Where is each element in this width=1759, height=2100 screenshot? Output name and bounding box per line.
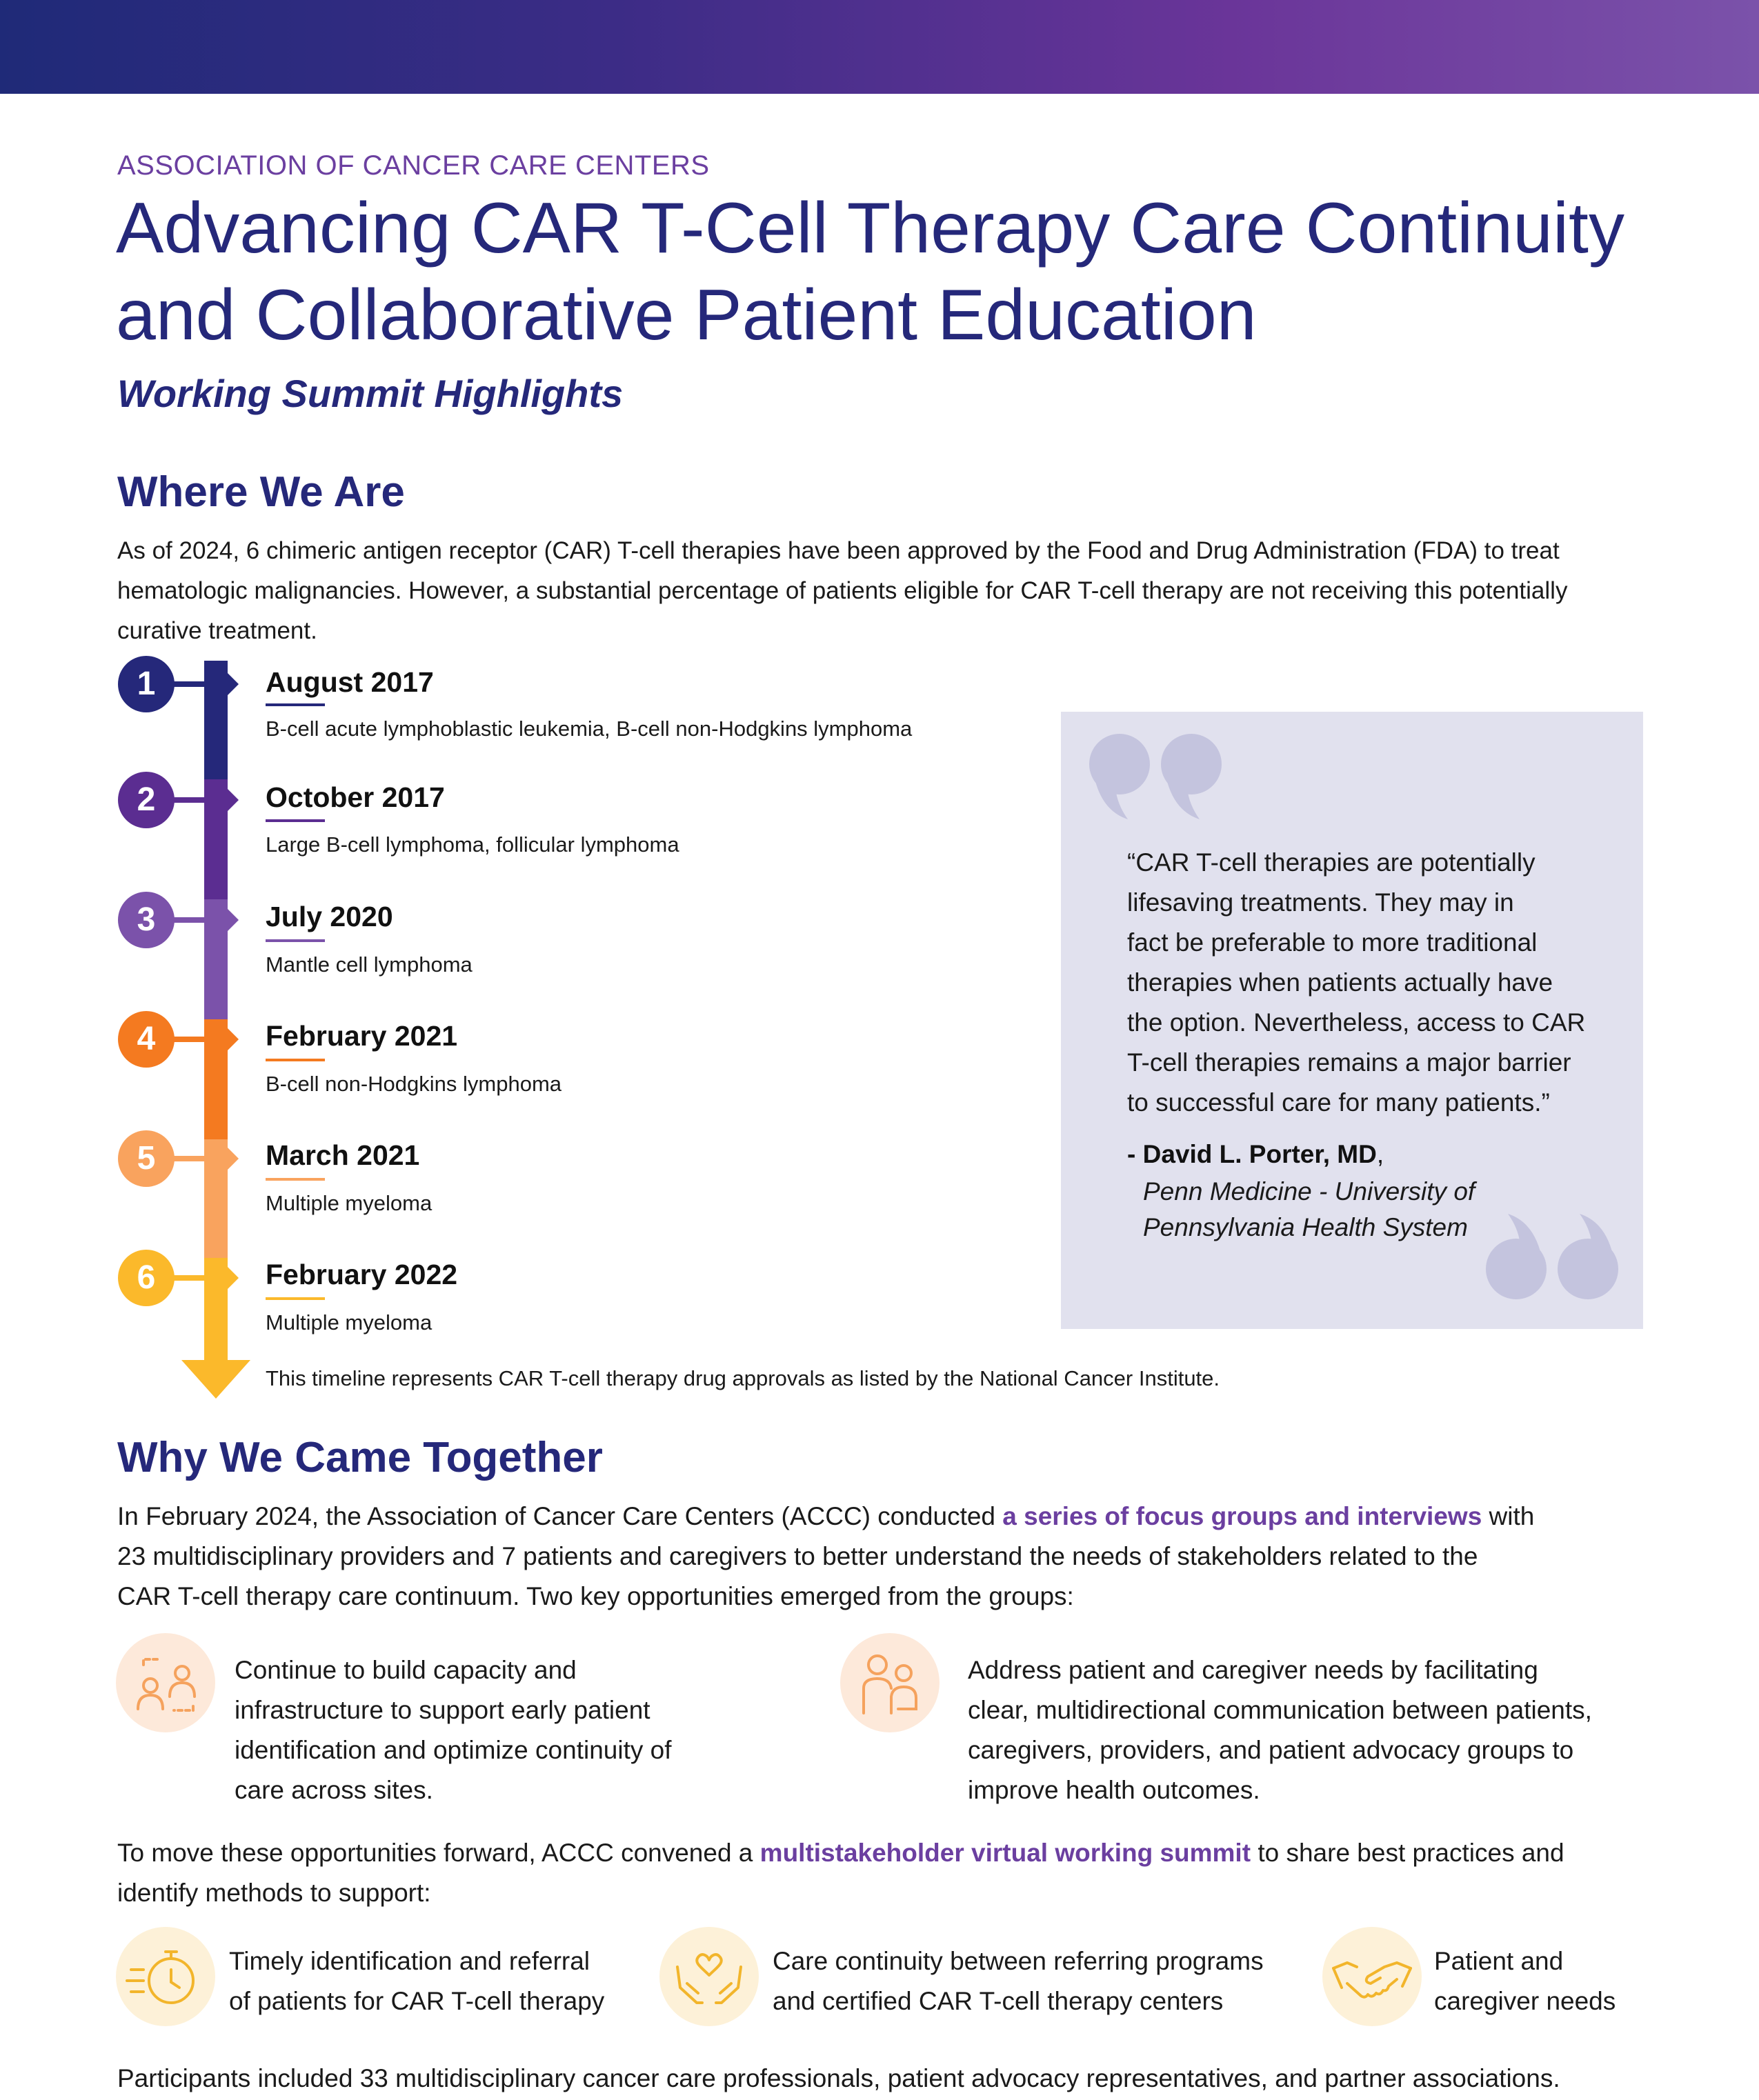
page-subtitle: Working Summit Highlights xyxy=(117,372,624,415)
opportunity-1-icon-bg xyxy=(116,1633,215,1732)
goal-3-line-2: caregiver needs xyxy=(1434,1987,1616,2015)
goal-2-line-2: and certified CAR T-cell therapy centers xyxy=(773,1987,1224,2015)
timeline-number-2: 2 xyxy=(118,772,175,828)
goal-2-line-1: Care continuity between referring programs xyxy=(773,1947,1264,1975)
focus-groups-link[interactable]: a series of focus groups and interviews xyxy=(1002,1502,1482,1530)
timeline-underline-1 xyxy=(266,703,325,706)
author-comma: , xyxy=(1376,1140,1384,1168)
timeline-number-6: 6 xyxy=(118,1250,175,1306)
header-banner xyxy=(0,0,1759,94)
timeline-date-4: February 2021 xyxy=(266,1020,458,1052)
goal-3-line-1: Patient and xyxy=(1434,1947,1564,1975)
goal-1-line-2: of patients for CAR T-cell therapy xyxy=(229,1987,605,2015)
opp2-line-1: Address patient and caregiver needs by facilitating xyxy=(968,1656,1538,1684)
goal-1-icon-bg xyxy=(116,1927,215,2026)
timeline-number-3: 3 xyxy=(118,892,175,948)
why-text-b: with xyxy=(1482,1502,1535,1530)
where-heading: Where We Are xyxy=(117,468,405,516)
opportunity-2-icon-bg xyxy=(840,1633,940,1732)
timeline-connector-1 xyxy=(166,681,228,687)
opp2-line-3: caregivers, providers, and patient advocacy groups to xyxy=(968,1736,1574,1764)
where-line-1: As of 2024, 6 chimeric antigen receptor (CAR) T-cell therapies have been approved by the Food and Drug Administration (FDA) to treat xyxy=(117,537,1560,564)
timeline-desc-5: Multiple myeloma xyxy=(266,1191,433,1215)
summit-line-1 xyxy=(117,1833,1704,1873)
goal-1-text xyxy=(229,1941,657,2021)
timeline-desc-6: Multiple myeloma xyxy=(266,1310,433,1334)
timeline-number-1: 1 xyxy=(118,656,175,712)
timeline-date-1: August 2017 xyxy=(266,666,434,698)
handshake-icon xyxy=(1322,1927,1422,2026)
timeline-underline-2 xyxy=(266,819,325,822)
timeline-connector-3 xyxy=(166,917,228,923)
timeline-pointer-4 xyxy=(228,1028,239,1050)
timeline-date-3: July 2020 xyxy=(266,901,393,932)
why-heading: Why We Came Together xyxy=(117,1434,603,1481)
quote-line-4: therapies when patients actually have xyxy=(1127,968,1553,997)
timeline-connector-6 xyxy=(166,1275,228,1281)
timeline-desc-3: Mantle cell lymphoma xyxy=(266,952,473,977)
quote-line-2: lifesaving treatments. They may in xyxy=(1127,888,1514,917)
summit-text-b: to share best practices and xyxy=(1251,1839,1564,1867)
timeline-desc-4: B-cell non-Hodgkins lymphoma xyxy=(266,1072,562,1096)
care-team-icon xyxy=(116,1633,215,1732)
timeline-date-6: February 2022 xyxy=(266,1259,458,1290)
author-name: David L. Porter, MD xyxy=(1142,1140,1377,1168)
why-line-3: CAR T-cell therapy care continuum. Two key opportunities emerged from the groups: xyxy=(117,1582,1074,1610)
affiliation-line-2: Pennsylvania Health System xyxy=(1143,1213,1468,1241)
summit-paragraph xyxy=(117,1833,1704,1913)
participants-text: Participants included 33 multidisciplinary cancer care professionals, patient advocacy representatives, and partner associations. xyxy=(117,2064,1560,2092)
timeline-connector-4 xyxy=(166,1037,228,1042)
timeline-underline-3 xyxy=(266,939,325,942)
timeline-date-2: October 2017 xyxy=(266,781,445,813)
goal-2-text xyxy=(773,1941,1324,2021)
timeline-pointer-5 xyxy=(228,1148,239,1170)
where-line-3: curative treatment. xyxy=(117,617,317,644)
why-text-a: In February 2024, the Association of Cancer Care Centers (ACCC) conducted xyxy=(117,1502,1003,1530)
title-line-1: Advancing CAR T-Cell Therapy Care Continuity xyxy=(116,188,1624,268)
goal-2-icon-bg xyxy=(659,1927,759,2026)
summit-text-a: To move these opportunities forward, ACCC convened a xyxy=(117,1839,760,1867)
timeline-underline-5 xyxy=(266,1178,325,1181)
timeline-segment-1 xyxy=(204,661,228,779)
organization-name: ASSOCIATION OF CANCER CARE CENTERS xyxy=(117,150,710,181)
timeline-connector-2 xyxy=(166,797,228,803)
opp1-line-4: care across sites. xyxy=(235,1776,433,1804)
goal-1-line-1: Timely identification and referral xyxy=(229,1947,590,1975)
summit-line-2: identify methods to support: xyxy=(117,1879,431,1907)
author-dash: - xyxy=(1127,1140,1143,1168)
stopwatch-icon xyxy=(116,1927,215,2026)
quote-line-7: to successful care for many patients.” xyxy=(1127,1088,1550,1117)
page-title xyxy=(116,185,1702,359)
timeline-number-5: 5 xyxy=(118,1130,175,1187)
timeline-segment-6 xyxy=(204,1258,228,1361)
opp2-line-2: clear, multidirectional communication between patients, xyxy=(968,1696,1592,1724)
goal-3-icon-bg xyxy=(1322,1927,1422,2026)
quote-author xyxy=(1127,1140,1384,1169)
quote-line-6: T-cell therapies remains a major barrier xyxy=(1127,1048,1571,1077)
timeline-footnote: This timeline represents CAR T-cell therapy drug approvals as listed by the National Cancer Institute. xyxy=(266,1366,1220,1390)
why-line-1 xyxy=(117,1497,1704,1537)
where-line-2: hematologic malignancies. However, a substantial percentage of patients eligible for CAR T-cell therapy are not receiving this potentially xyxy=(117,577,1568,604)
timeline-pointer-6 xyxy=(228,1267,239,1289)
where-paragraph xyxy=(117,531,1704,651)
timeline-date-5: March 2021 xyxy=(266,1139,420,1171)
timeline-underline-6 xyxy=(266,1297,325,1300)
why-paragraph xyxy=(117,1497,1704,1617)
close-quote-icon xyxy=(1483,1212,1621,1302)
quote-line-5: the option. Nevertheless, access to CAR xyxy=(1127,1008,1586,1037)
opp2-line-4: improve health outcomes. xyxy=(968,1776,1260,1804)
timeline-pointer-3 xyxy=(228,909,239,931)
quote-line-1: “CAR T-cell therapies are potentially xyxy=(1127,848,1536,877)
hands-heart-icon xyxy=(659,1927,759,2026)
working-summit-link[interactable]: multistakeholder virtual working summit xyxy=(759,1839,1251,1867)
timeline-number-4: 4 xyxy=(118,1011,175,1068)
opp1-line-3: identification and optimize continuity of xyxy=(235,1736,672,1764)
opportunity-2-text xyxy=(968,1650,1727,1810)
timeline-desc-1: B-cell acute lymphoblastic leukemia, B-cell non-Hodgkins lymphoma xyxy=(266,717,913,741)
affiliation-line-1: Penn Medicine - University of xyxy=(1143,1177,1475,1206)
timeline-pointer-1 xyxy=(228,673,239,695)
timeline-arrow-icon xyxy=(181,1360,250,1400)
open-quote-icon xyxy=(1086,731,1224,821)
timeline-connector-5 xyxy=(166,1156,228,1161)
opp1-line-2: infrastructure to support early patient xyxy=(235,1696,650,1724)
quote-line-3: fact be preferable to more traditional xyxy=(1127,928,1538,957)
opp1-line-1: Continue to build capacity and xyxy=(235,1656,577,1684)
patient-caregiver-icon xyxy=(840,1633,940,1732)
quote-text xyxy=(1127,843,1624,1123)
goal-3-text xyxy=(1434,1941,1696,2021)
title-line-2: and Collaborative Patient Education xyxy=(116,275,1257,355)
timeline-pointer-2 xyxy=(228,789,239,811)
opportunity-1-text xyxy=(235,1650,786,1810)
why-line-2: 23 multidisciplinary providers and 7 patients and caregivers to better understand the needs of stakeholders related to the xyxy=(117,1542,1478,1570)
timeline-desc-2: Large B-cell lymphoma, follicular lymphoma xyxy=(266,832,679,857)
timeline-underline-4 xyxy=(266,1059,325,1061)
